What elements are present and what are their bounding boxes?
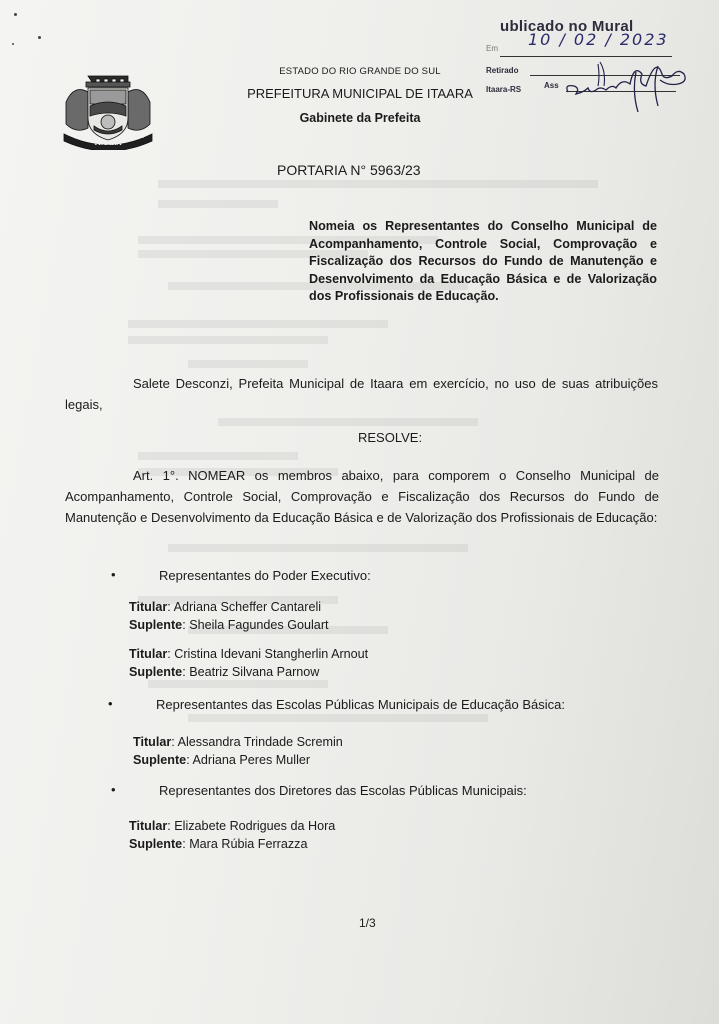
portaria-title: PORTARIA N° 5963/23 (277, 162, 421, 178)
document-page: ITAARA 1996 1996 ESTADO DO RIO GRANDE DO SUL PREFEITURA MUNICIPAL DE ITAARA Gabinete da Prefeita ublicado no Mural Em 10 / 02 / 2023 Retirado Itaara-RS Ass PORTARIA N° 5963/23 Nomeia os Representantes do Conselho Municipal de Acompanhamento, Controle Social, Comprovação e Fiscalização dos Recursos do Fundo de Manutenção e Desenvolvimento da Educação Básica e de Valorização dos Profissionais de Educação. Salete Desconzi, Prefeita Municipal de Itaara em exercício, no uso de suas atribuições legais, RESOLVE: Art. 1°. NOMEAR os membros abaixo, para comporem o Conselho Municipal de Acompanhamento, Controle Social, Comprovação e Fiscalização dos Recursos do Fundo de Manutenção e Desenvolvimento da Educação Básica e de Valorização dos Profissionais de Educação: • Representantes do Poder Executivo: Titular: Adriana Scheffer Cantareli Suplente: Sheila Fagundes Goulart Titular: Cristina Idevani Stangherlin Arnout Suplente: Beatriz Silvana Parnow • Representantes das Escolas Públicas Municipais de Educação Básica: Titular: Alessandra Trindade Scremin Suplente: Adriana Peres Muller • Representantes dos Diretores das Escolas Públicas Municipais: Titular: Elizabete Rodrigues da Hora Suplente: Mara Rúbia Ferrazza 1/3 (0, 0, 719, 1024)
prefeitura-name: PREFEITURA MUNICIPAL DE ITAARA (247, 86, 473, 101)
gabinete-name: Gabinete da Prefeita (299, 111, 421, 125)
stamp-retirado-label: Retirado (486, 66, 519, 75)
titular-label: Titular (129, 647, 168, 661)
stamp-title: ublicado no Mural (500, 18, 634, 35)
crest-right-year: 1996 (134, 135, 144, 140)
page-number: 1/3 (359, 916, 376, 930)
titular-name: Cristina Idevani Stangherlin Arnout (174, 647, 369, 661)
speck (14, 13, 17, 16)
stamp-city-label: Itaara-RS (486, 85, 522, 94)
article-1-paragraph: Art. 1°. NOMEAR os membros abaixo, para comporem o Conselho Municipal de Acompanhamento, Controle Social, Comprovação e Fiscalização dos Recursos do Fundo de Manutenção e Desenvolvimento da Educação Básica e de Valorização dos Profissionais de Educação: (65, 468, 659, 525)
publication-stamp (486, 18, 711, 118)
titular-name: Alessandra Trindade Scremin (177, 735, 343, 749)
speck (12, 43, 14, 45)
titular-label: Titular (129, 600, 168, 614)
member-pair: Titular: Adriana Scheffer Cantareli Suplente: Sheila Fagundes Goulart (129, 600, 329, 632)
bullet-icon: • (111, 782, 116, 797)
suplente-label: Suplente (129, 617, 183, 632)
suplente-label: Suplente (129, 664, 183, 679)
titular-name: Elizabete Rodrigues da Hora (174, 819, 336, 833)
municipal-crest-logo (62, 72, 154, 150)
state-name: ESTADO DO RIO GRANDE DO SUL (279, 66, 441, 77)
stamp-date: 10 / 02 / 2023 (528, 30, 669, 49)
suplente-name: Beatriz Silvana Parnow (189, 664, 320, 679)
member-pair: Titular: Elizabete Rodrigues da Hora Suplente: Mara Rúbia Ferrazza (129, 819, 336, 851)
crest-left-year: 1996 (74, 135, 84, 140)
stamp-ass-label: Ass (544, 81, 559, 90)
stamp-date-line (500, 56, 672, 57)
speck (38, 36, 41, 39)
titular-label: Titular (129, 819, 168, 833)
handwritten-signature (546, 58, 706, 118)
letterhead (240, 66, 480, 125)
crest-name-band: ITAARA (94, 139, 122, 147)
resolve-heading: RESOLVE: (358, 430, 423, 445)
member-pair: Titular: Alessandra Trindade Scremin Suplente: Adriana Peres Muller (133, 735, 343, 767)
suplente-label: Suplente (133, 752, 187, 767)
member-pair: Titular: Cristina Idevani Stangherlin Arnout Suplente: Beatriz Silvana Parnow (129, 647, 369, 679)
titular-name: Adriana Scheffer Cantareli (173, 600, 322, 614)
suplente-name: Mara Rúbia Ferrazza (189, 836, 308, 851)
bullet-icon: • (108, 696, 113, 711)
bullet-icon: • (111, 567, 116, 582)
suplente-name: Sheila Fagundes Goulart (189, 617, 329, 632)
suplente-name: Adriana Peres Muller (192, 752, 311, 767)
preamble-paragraph: Salete Desconzi, Prefeita Municipal de Itaara em exercício, no uso de suas atribuições legais, (65, 376, 658, 412)
ementa: Nomeia os Representantes do Conselho Municipal de Acompanhamento, Controle Social, Comprovação e Fiscalização dos Recursos do Fundo de Manutenção e Desenvolvimento da Educação Básica e de Valorização dos Profissionais de Educação. (309, 219, 657, 304)
stamp-date-label: Em (486, 44, 498, 53)
suplente-label: Suplente (129, 836, 183, 851)
titular-label: Titular (133, 735, 172, 749)
